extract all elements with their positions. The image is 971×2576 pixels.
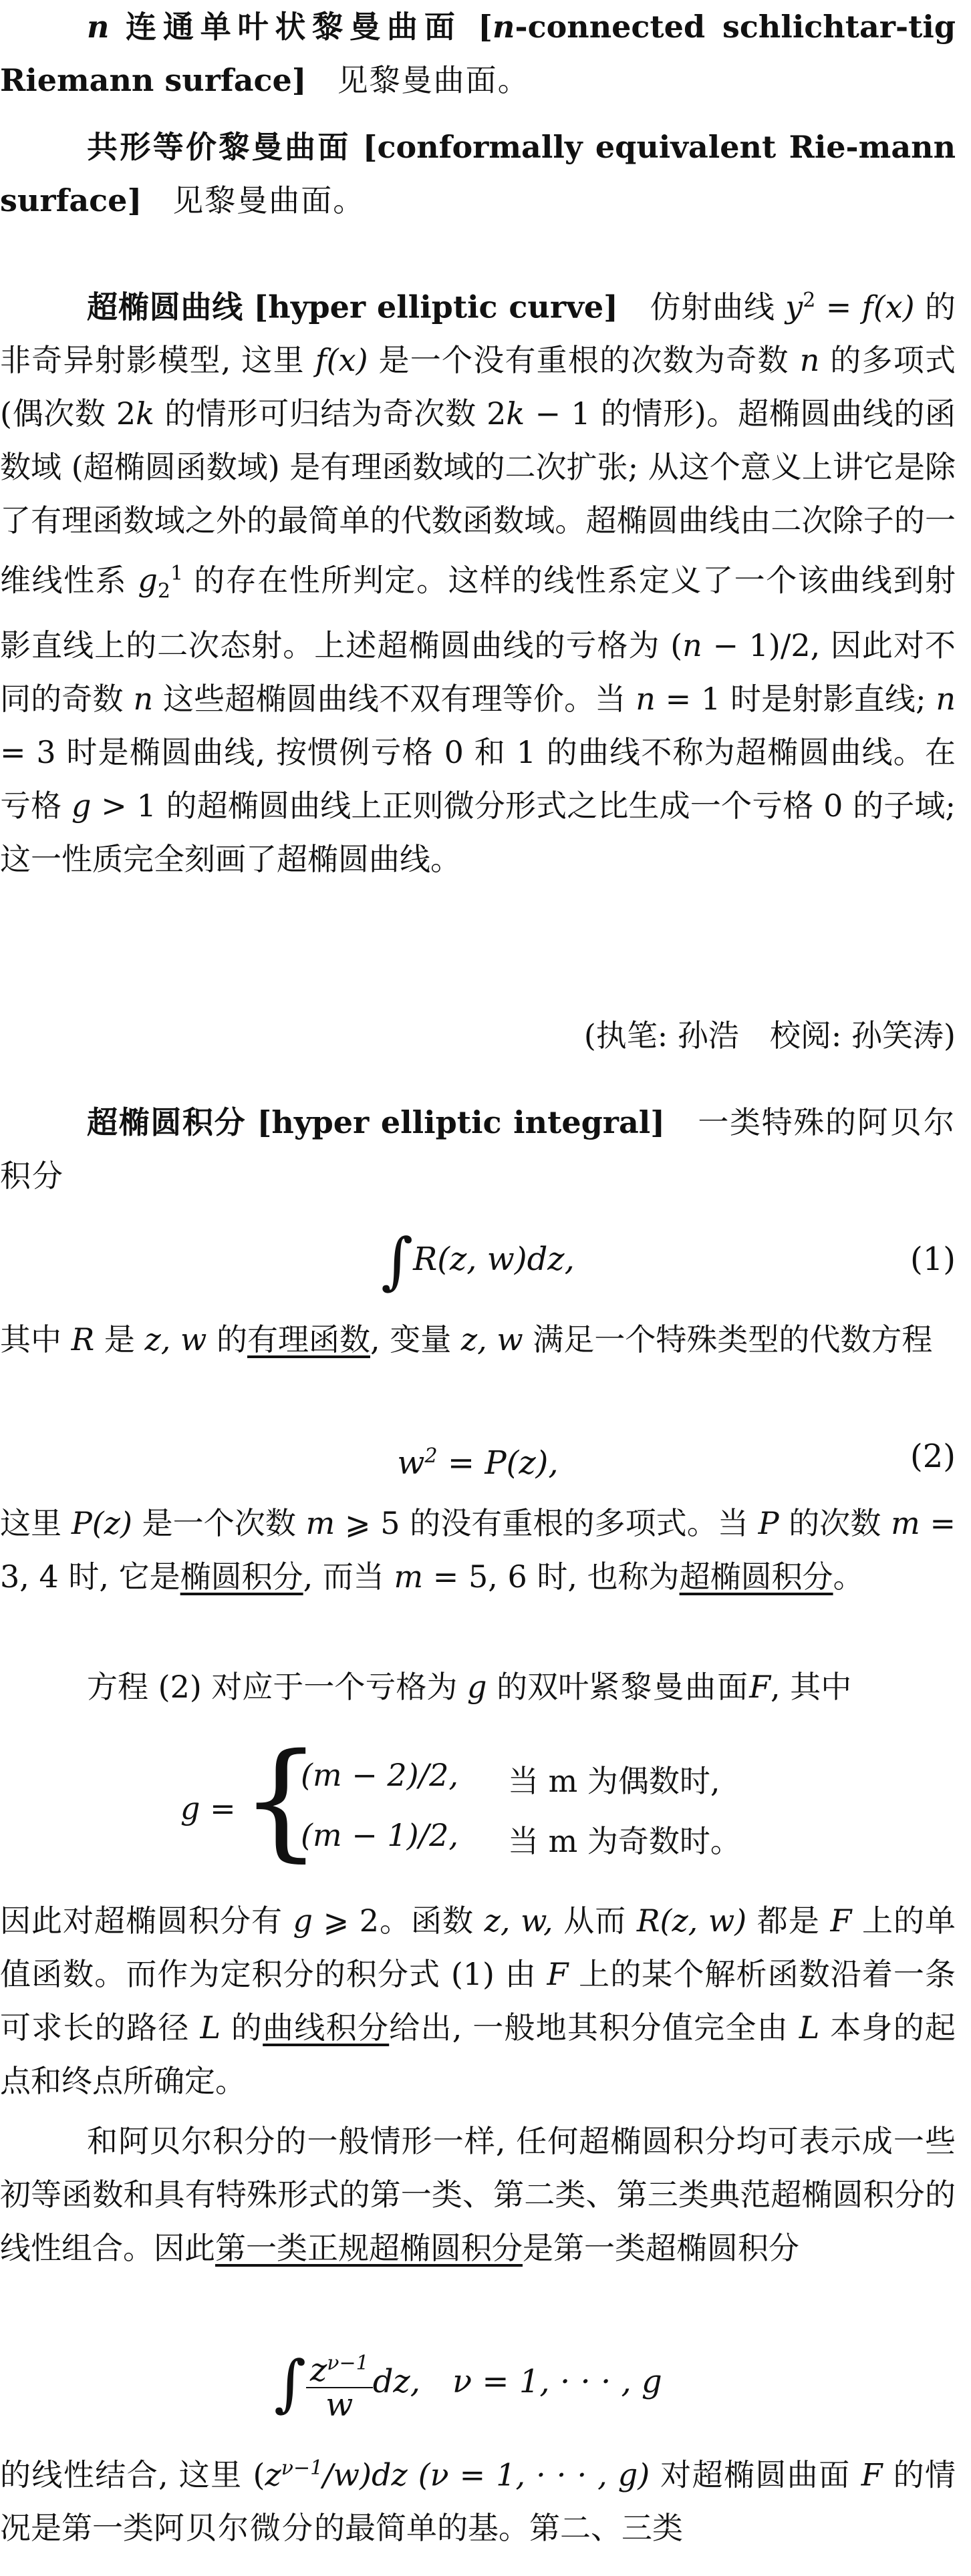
case-condition: 当 m 为奇数时。 (508, 1823, 741, 1859)
equation-number: (2) (910, 1438, 956, 1475)
cross-reference-link[interactable]: 超椭圆积分 (679, 1559, 833, 1595)
entry-term-en: [hyper elliptic curve] (253, 289, 618, 325)
entry-conformal (0, 120, 956, 227)
paragraph: 方程 (2) 对应于一个亏格为 g 的双叶紧黎曼曲面F, 其中 (87, 1669, 852, 1705)
case-condition: 当 m 为偶数时, (508, 1763, 720, 1799)
entry-term-var: n (87, 9, 110, 45)
cross-reference-link[interactable]: 有理函数 (247, 1321, 370, 1357)
left-brace: { (241, 1726, 321, 1874)
entry-term-zh: 共形等价黎曼曲面 (87, 129, 351, 165)
paragraph: 这里 P(z) 是一个次数 m ⩾ 5 的没有重根的多项式。当 P 的次数 m = 3, 4 时, 它是椭圆积分, 而当 m = 5, 6 时, 也称为超椭圆积分。 (0, 1505, 956, 1595)
paragraph: 其中 R 是 z, w 的有理函数, 变量 z, w 满足一个特殊类型的代数方程 (0, 1321, 933, 1357)
equation-number: (1) (910, 1241, 956, 1278)
entry-n-connected: n 连通单叶状黎曼曲面 [n-connected schlichtar-tig Riemann surface] 见黎曼曲面。 (0, 9, 956, 98)
integral-sign: ∫ (381, 1225, 414, 1297)
cases-lhs: g = (180, 1790, 236, 1826)
paragraph: 因此对超椭圆积分有 g ⩾ 2。函数 z, w, 从而 R(z, w) 都是 F 上的单值函数。而作为定积分的积分式 (1) 由 F 上的某个解析函数沿着一条可求长的路径 L 的曲线积分给出, 一般地其积分值完全由 L 本身的起点和终点所确定。 (0, 1903, 956, 2099)
see-reference: 见黎曼曲面。 (172, 182, 366, 218)
paragraph: 和阿贝尔积分的一般情形一样, 任何超椭圆积分均可表示成一些初等函数和具有特殊形式的第一类、第二类、第三类典范超椭圆积分的线性组合。因此第一类正规超椭圆积分是第一类超椭圆积分 (0, 2123, 956, 2266)
integral-sign: ∫ (274, 2348, 306, 2419)
entry-term-en: [conformally equivalent Rie-mann surface] (0, 129, 956, 218)
see-reference: 见黎曼曲面。 (337, 62, 530, 98)
cases-equation (0, 1726, 956, 1877)
entry-term-zh: 超椭圆曲线 (87, 289, 244, 325)
entry-hyper-elliptic-integral: 超椭圆积分 [hyper elliptic integral] 一类特殊的阿贝尔积分 (0, 1104, 956, 1194)
equation-1: ∫R(z, w)dz, (1) (0, 1223, 956, 1296)
cross-reference-link[interactable]: 椭圆积分 (180, 1559, 303, 1595)
cross-reference-link[interactable]: 曲线积分 (263, 2009, 390, 2046)
entry-term-zh: 超椭圆积分 (87, 1104, 247, 1140)
entry-term-en: [hyper elliptic integral] (257, 1104, 666, 1140)
entry-hyper-elliptic-curve: 超椭圆曲线 [hyper elliptic curve] 仿射曲线 $y^2 = f(x)$ 的非奇异射影模型, 这里 f(x) 是一个没有重根的次数为奇数 n 的多项式 (偶次数 2k 的情形可归结为奇次数 2k − 1 的情形)。超椭圆曲线的函数域 (超椭圆函数域) 是有理函数域的二次扩张; 从这个意义上讲它是除了有理函数域之外的最简单的代数函数域。超椭圆曲线由二次除子的一维线性系 $g_2^1$ 的存在性所判定。这样的线性系定义了一个该曲线到射影直线上的二次态射。上述超椭圆曲线的亏格为 (n − 1)/2, 因此对不同的奇数 n 这些超椭圆曲线不双有理等价。当 n = 1 时是射影直线; n = 3 时是椭圆曲线, 按惯例亏格 0 和 1 的曲线不称为超椭圆曲线。在亏格 g > 1 的超椭圆曲线上正则微分形式之比生成一个亏格 0 的子域; 这一性质完全刻画了超椭圆曲线。 (0, 289, 956, 877)
fraction: $\frac{z^{\nu-1}}{w}$ (306, 2347, 373, 2422)
entry-term-zh: 连通单叶状黎曼曲面 (125, 9, 462, 45)
signature: (执笔: 孙浩 校阅: 孙笑涛) (583, 1017, 956, 1054)
case-expression: (m − 2)/2, (301, 1757, 458, 1793)
equation-2: $w^2 = P(z)$, (2) (0, 1420, 956, 1493)
cross-reference-link[interactable]: 第一类正规超椭圆积分 (215, 2230, 523, 2266)
paragraph: 的线性结合, 这里 $(z^{\nu-1}/w)dz$ (ν = 1, · · · , g) 对超椭圆曲面 F 的情况是第一类阿贝尔微分的最简单的基。第二、三类 (0, 2456, 956, 2547)
entry-term-en: -connected schlichtar-tig Riemann surface] (0, 9, 956, 98)
equation-3: ∫ $\frac{z^{\nu-1}}{w}$ dz, ν = 1, · · · , g (274, 2348, 662, 2424)
case-expression: (m − 1)/2, (301, 1817, 458, 1853)
